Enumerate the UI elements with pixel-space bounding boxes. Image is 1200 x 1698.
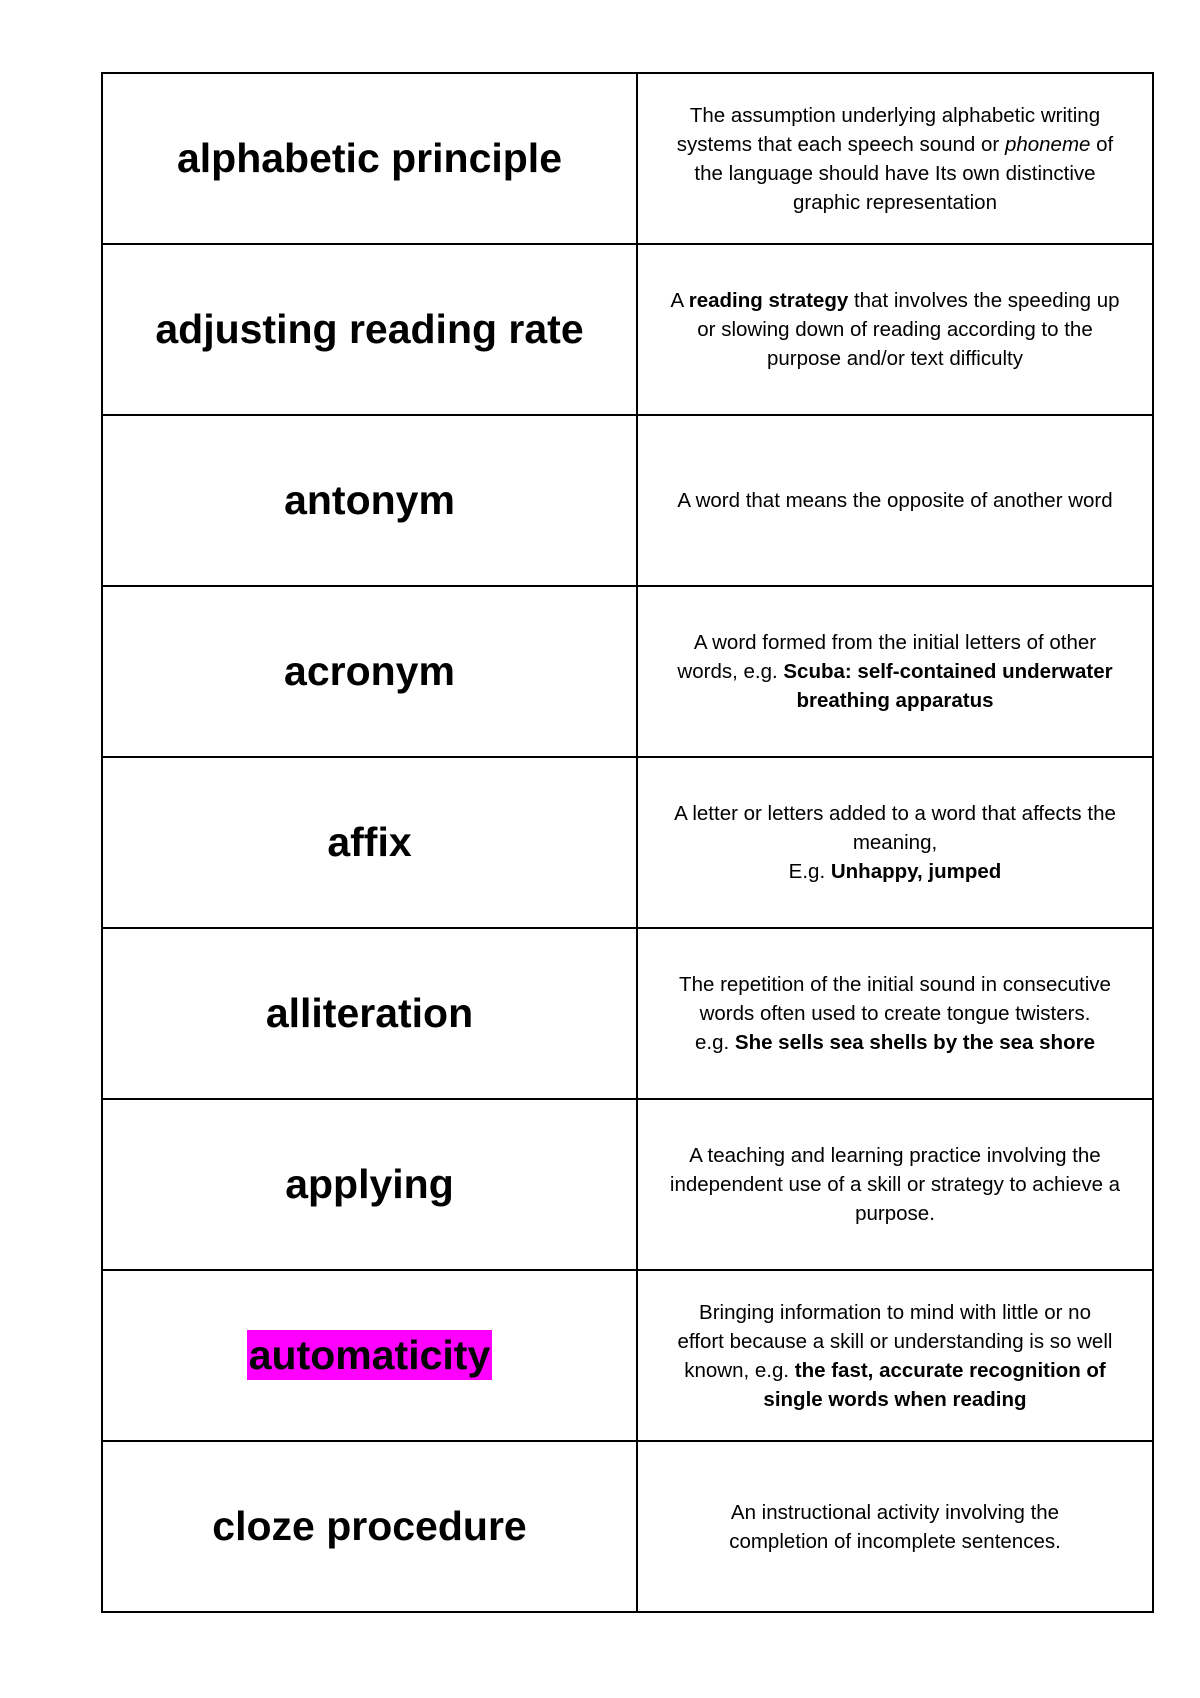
- definition-bold-text: reading strategy: [688, 289, 849, 312]
- definition-line: [648, 344, 1142, 373]
- term-label: affix: [327, 818, 412, 865]
- term-text-block: [103, 649, 636, 694]
- definition-line: [648, 686, 1142, 715]
- definition-text: [638, 799, 1152, 886]
- glossary-row: [102, 586, 1153, 757]
- definition-line: [648, 159, 1142, 188]
- definition-line: [648, 999, 1142, 1028]
- definition-bold-text: the fast, accurate recognition of: [794, 1358, 1106, 1382]
- definition-bold-text: Unhappy, jumped: [830, 860, 1002, 883]
- definition-line: [648, 188, 1142, 217]
- definition-cell: [637, 244, 1153, 415]
- definition-line: [648, 1170, 1142, 1199]
- definition-cell: [637, 415, 1153, 586]
- definition-text: [638, 286, 1152, 373]
- definition-cell: [637, 73, 1153, 244]
- glossary-row: [102, 415, 1153, 586]
- glossary-row: [102, 1099, 1153, 1270]
- term-cell: [102, 1099, 637, 1270]
- definition-segment: known, e.g.: [684, 1358, 795, 1382]
- definition-bold-text: breathing apparatus: [796, 689, 994, 712]
- definition-cell: [637, 757, 1153, 928]
- definition-text: [638, 628, 1152, 715]
- term-text-block: [103, 1333, 636, 1378]
- term-cell: [102, 415, 637, 586]
- definition-line: [648, 1527, 1142, 1556]
- glossary-row: [102, 73, 1153, 244]
- definition-line: [648, 315, 1142, 344]
- definition-line: [648, 1385, 1142, 1414]
- definition-bold-text: She sells sea shells by the sea shore: [734, 1031, 1095, 1054]
- definition-segment: A letter or letters added to a word that affects the: [674, 802, 1116, 825]
- definition-segment: Bringing information to mind with little or no: [699, 1300, 1091, 1324]
- definition-segment: of: [1090, 132, 1114, 156]
- definition-cell: [637, 1099, 1153, 1270]
- term-text-block: [103, 136, 636, 181]
- definition-cell: [637, 1270, 1153, 1441]
- definition-segment: completion of incomplete sentences.: [729, 1529, 1061, 1553]
- definition-segment: systems that each speech sound or: [676, 132, 1005, 156]
- definition-line: [648, 1298, 1142, 1327]
- definition-text: [638, 1298, 1152, 1414]
- definition-line: [648, 286, 1142, 315]
- definition-segment: words often used to create tongue twisters.: [699, 1002, 1091, 1025]
- definition-line: [648, 857, 1142, 886]
- definition-segment: The repetition of the initial sound in consecutive: [679, 973, 1111, 996]
- term-cell: [102, 928, 637, 1099]
- term-cell: [102, 757, 637, 928]
- term-text-block: [103, 1162, 636, 1207]
- glossary-row: [102, 1441, 1153, 1612]
- term-label: alphabetic principle: [176, 134, 563, 181]
- term-label: antonym: [284, 476, 455, 523]
- definition-segment: that involves the speeding up: [848, 289, 1120, 312]
- definition-text: [638, 486, 1152, 515]
- definition-segment: The assumption underlying alphabetic writing: [689, 103, 1101, 127]
- term-cell: [102, 73, 637, 244]
- definition-line: [648, 970, 1142, 999]
- definition-segment: words, e.g.: [677, 660, 784, 683]
- definition-line: [648, 486, 1142, 515]
- glossary-row: [102, 757, 1153, 928]
- definition-segment: or slowing down of reading according to the: [697, 318, 1093, 341]
- definition-line: [648, 1327, 1142, 1356]
- term-label: applying: [285, 1160, 454, 1207]
- term-cell: [102, 1270, 637, 1441]
- definition-line: [648, 1141, 1142, 1170]
- glossary-row: [102, 928, 1153, 1099]
- definition-segment: independent use of a skill or strategy to achieve a: [669, 1173, 1121, 1196]
- term-text-block: [103, 1504, 636, 1549]
- definition-line: [648, 1199, 1142, 1228]
- glossary-row: [102, 244, 1153, 415]
- definition-text: [638, 101, 1152, 217]
- definition-line: [648, 828, 1142, 857]
- definition-cell: [637, 1441, 1153, 1612]
- definition-line: [648, 1498, 1142, 1527]
- definition-line: [648, 101, 1142, 130]
- definition-bold-text: Scuba: self-contained underwater: [783, 660, 1113, 683]
- definition-segment: purpose.: [855, 1202, 935, 1225]
- definition-text: [638, 1141, 1152, 1228]
- definition-segment: E.g.: [788, 860, 831, 883]
- definition-segment: purpose and/or text difficulty: [766, 347, 1024, 370]
- definition-segment: An instructional activity involving the: [730, 1500, 1060, 1524]
- definition-cell: [637, 586, 1153, 757]
- definition-line: [648, 1028, 1142, 1057]
- definition-line: [648, 799, 1142, 828]
- term-cell: [102, 244, 637, 415]
- term-label: adjusting reading rate: [155, 305, 584, 352]
- definition-segment: A word that means the opposite of another word: [677, 489, 1113, 512]
- term-text-block: [103, 478, 636, 523]
- term-cell: [102, 1441, 637, 1612]
- definition-cell: [637, 928, 1153, 1099]
- definition-italic-text: phoneme: [1004, 132, 1091, 156]
- term-text-block: [103, 820, 636, 865]
- definition-segment: A: [670, 289, 689, 312]
- definition-text: [638, 1498, 1152, 1556]
- definition-line: [648, 130, 1142, 159]
- glossary-table: [101, 72, 1154, 1613]
- term-label: acronym: [284, 647, 455, 694]
- definition-line: [648, 1356, 1142, 1385]
- definition-segment: the language should have Its own distinctive: [694, 161, 1096, 185]
- term-label: automaticity: [248, 1331, 491, 1378]
- definition-line: [648, 628, 1142, 657]
- definition-line: [648, 657, 1142, 686]
- term-label: cloze procedure: [212, 1502, 527, 1549]
- definition-segment: A word formed from the initial letters of other: [693, 631, 1097, 654]
- definition-segment: effort because a skill or understanding is so well: [677, 1329, 1113, 1353]
- definition-bold-text: single words when reading: [763, 1387, 1027, 1411]
- definition-text: [638, 970, 1152, 1057]
- term-cell: [102, 586, 637, 757]
- definition-segment: meaning,: [852, 831, 938, 854]
- glossary-body: [102, 73, 1153, 1612]
- glossary-row: [102, 1270, 1153, 1441]
- term-text-block: [103, 307, 636, 352]
- definition-segment: e.g.: [695, 1031, 735, 1054]
- term-label: alliteration: [265, 989, 474, 1036]
- term-text-block: [103, 991, 636, 1036]
- definition-segment: A teaching and learning practice involving the: [689, 1144, 1101, 1167]
- definition-segment: graphic representation: [793, 190, 997, 214]
